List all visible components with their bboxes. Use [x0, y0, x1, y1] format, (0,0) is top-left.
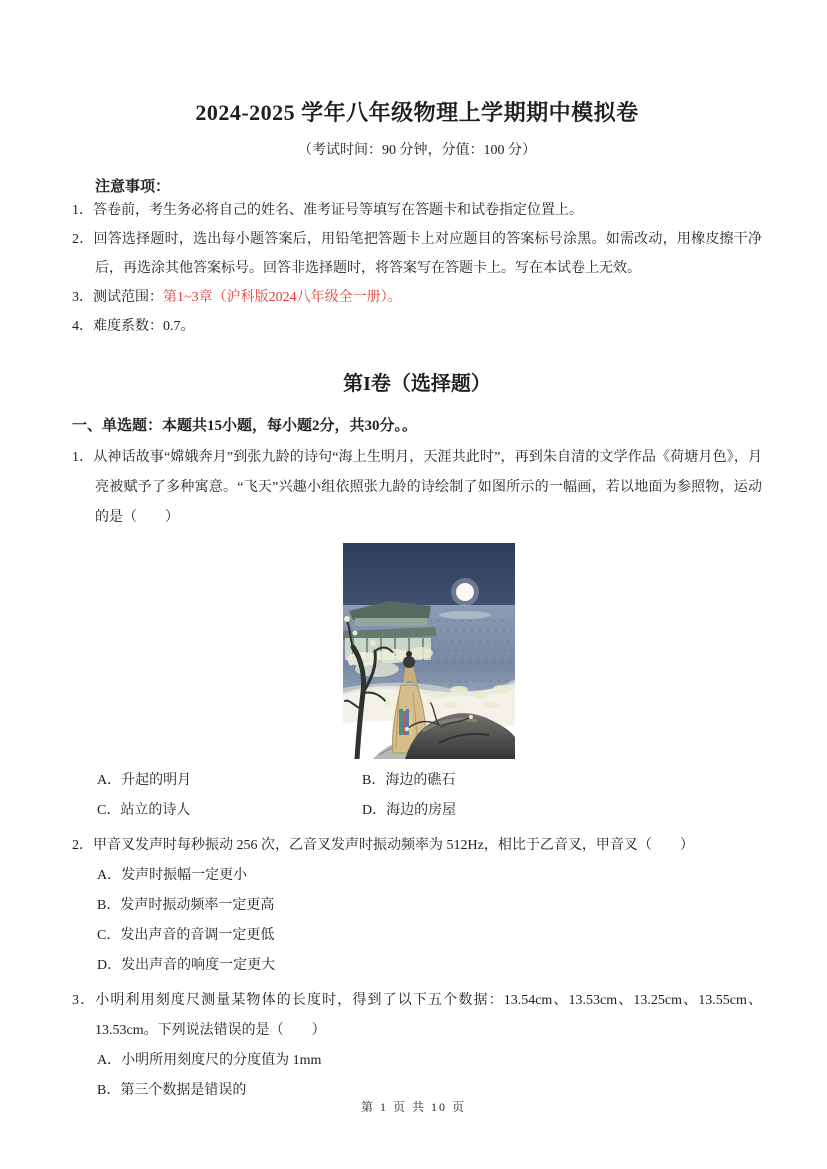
option-text: 站立的诗人: [120, 803, 191, 818]
notice-item-number: 1．: [72, 203, 93, 218]
option-text: 发出声音的响度一定更大: [121, 958, 276, 973]
option-text: 海边的礁石: [385, 773, 456, 788]
option-label: B．: [97, 898, 121, 913]
question-number: 3．: [72, 993, 96, 1008]
page-title: 2024-2025 学年八年级物理上学期期中模拟卷: [195, 100, 639, 125]
option-label: C．: [97, 928, 121, 943]
question-text: 从神话故事“嫦娥奔月”到张九龄的诗句“海上生明月，天涯共此时”，再到朱自清的文学作品《荷塘月色》，月亮被赋予了多种寓意。“飞天”兴趣小组依照张九龄的诗绘制了如图所示的一幅画，若以地面为参照物，运动的是（ ）: [93, 450, 762, 525]
notice-item-text: 测试范围：: [93, 290, 163, 305]
exam-info-line: （考试时间：90 分钟，分值：100 分）: [298, 143, 536, 158]
option-b: [97, 891, 762, 921]
option-c: [97, 921, 762, 951]
option-a: [97, 766, 362, 796]
option-text: 第三个数据是错误的: [120, 1083, 247, 1098]
option-d: [97, 951, 762, 981]
question1-figure: [343, 543, 762, 764]
option-text: 发声时振幅一定更小: [121, 868, 248, 883]
option-text: 升起的明月: [121, 773, 192, 788]
option-a: [97, 861, 762, 891]
question-1: [72, 443, 762, 533]
moonlit-sea-painting: [343, 543, 515, 759]
question-2: [72, 831, 762, 861]
option-label: B．: [97, 1083, 121, 1098]
section-title: 第I卷（选择题）: [343, 373, 491, 395]
option-label: D．: [362, 803, 387, 818]
option-label: A．: [97, 868, 122, 883]
test-scope-highlight: 第1~3章（沪科版2024八年级全一册）。: [163, 290, 402, 305]
notice-item-4: [72, 312, 762, 341]
page-number-footer: 第 1 页 共 10 页: [360, 1100, 466, 1114]
option-label: C．: [97, 803, 121, 818]
option-label: D．: [97, 958, 122, 973]
option-a: [97, 1046, 762, 1076]
notice-heading: 注意事项：: [95, 179, 171, 195]
notice-item-text: 回答选择题时，选出每小题答案后，用铅笔把答题卡上对应题目的答案标号涂黑。如需改动，用橡皮擦干净后，再选涂其他答案标号。回答非选择题时，将答案写在答题卡上。写在本试卷上无效。: [93, 232, 763, 276]
notice-item-number: 4．: [72, 319, 93, 334]
question3-options: [72, 1046, 762, 1106]
notice-item-text: 答卷前，考生务必将自己的姓名、准考证号等填写在答题卡和试卷指定位置上。: [93, 203, 583, 218]
option-label: A．: [97, 773, 122, 788]
option-label: B．: [362, 773, 386, 788]
question1-options: [72, 766, 762, 826]
option-text: 海边的房屋: [386, 803, 457, 818]
question-number: 1．: [72, 450, 94, 465]
question-text: 甲音叉发声时每秒振动 256 次，乙音叉发声时振动频率为 512Hz，相比于乙音叉，甲音叉（ ）: [93, 838, 694, 853]
notice-item-3: [72, 283, 762, 312]
option-text: 发声时振动频率一定更高: [120, 898, 275, 913]
notice-item-2: [72, 225, 762, 283]
question-text: 小明利用刻度尺测量某物体的长度时，得到了以下五个数据：13.54cm、13.53cm、13.25cm、13.55cm、13.53cm。下列说法错误的是（ ）: [95, 993, 763, 1038]
option-label: A．: [97, 1053, 122, 1068]
notice-item-text: 难度系数：0.7。: [93, 319, 195, 334]
option-text: 小明所用刻度尺的分度值为 1mm: [121, 1053, 322, 1068]
question-group-heading: 一、单选题：本题共15小题，每小题2分，共30分。。: [72, 418, 418, 434]
question-3: [72, 986, 762, 1046]
notice-item-number: 3．: [72, 290, 93, 305]
option-c: [97, 796, 362, 826]
notice-item-1: [72, 196, 762, 225]
notice-item-number: 2．: [72, 232, 94, 247]
question-number: 2．: [72, 838, 93, 853]
option-b: [362, 766, 762, 796]
option-d: [362, 796, 762, 826]
option-text: 发出声音的音调一定更低: [120, 928, 275, 943]
question2-options: [72, 861, 762, 981]
